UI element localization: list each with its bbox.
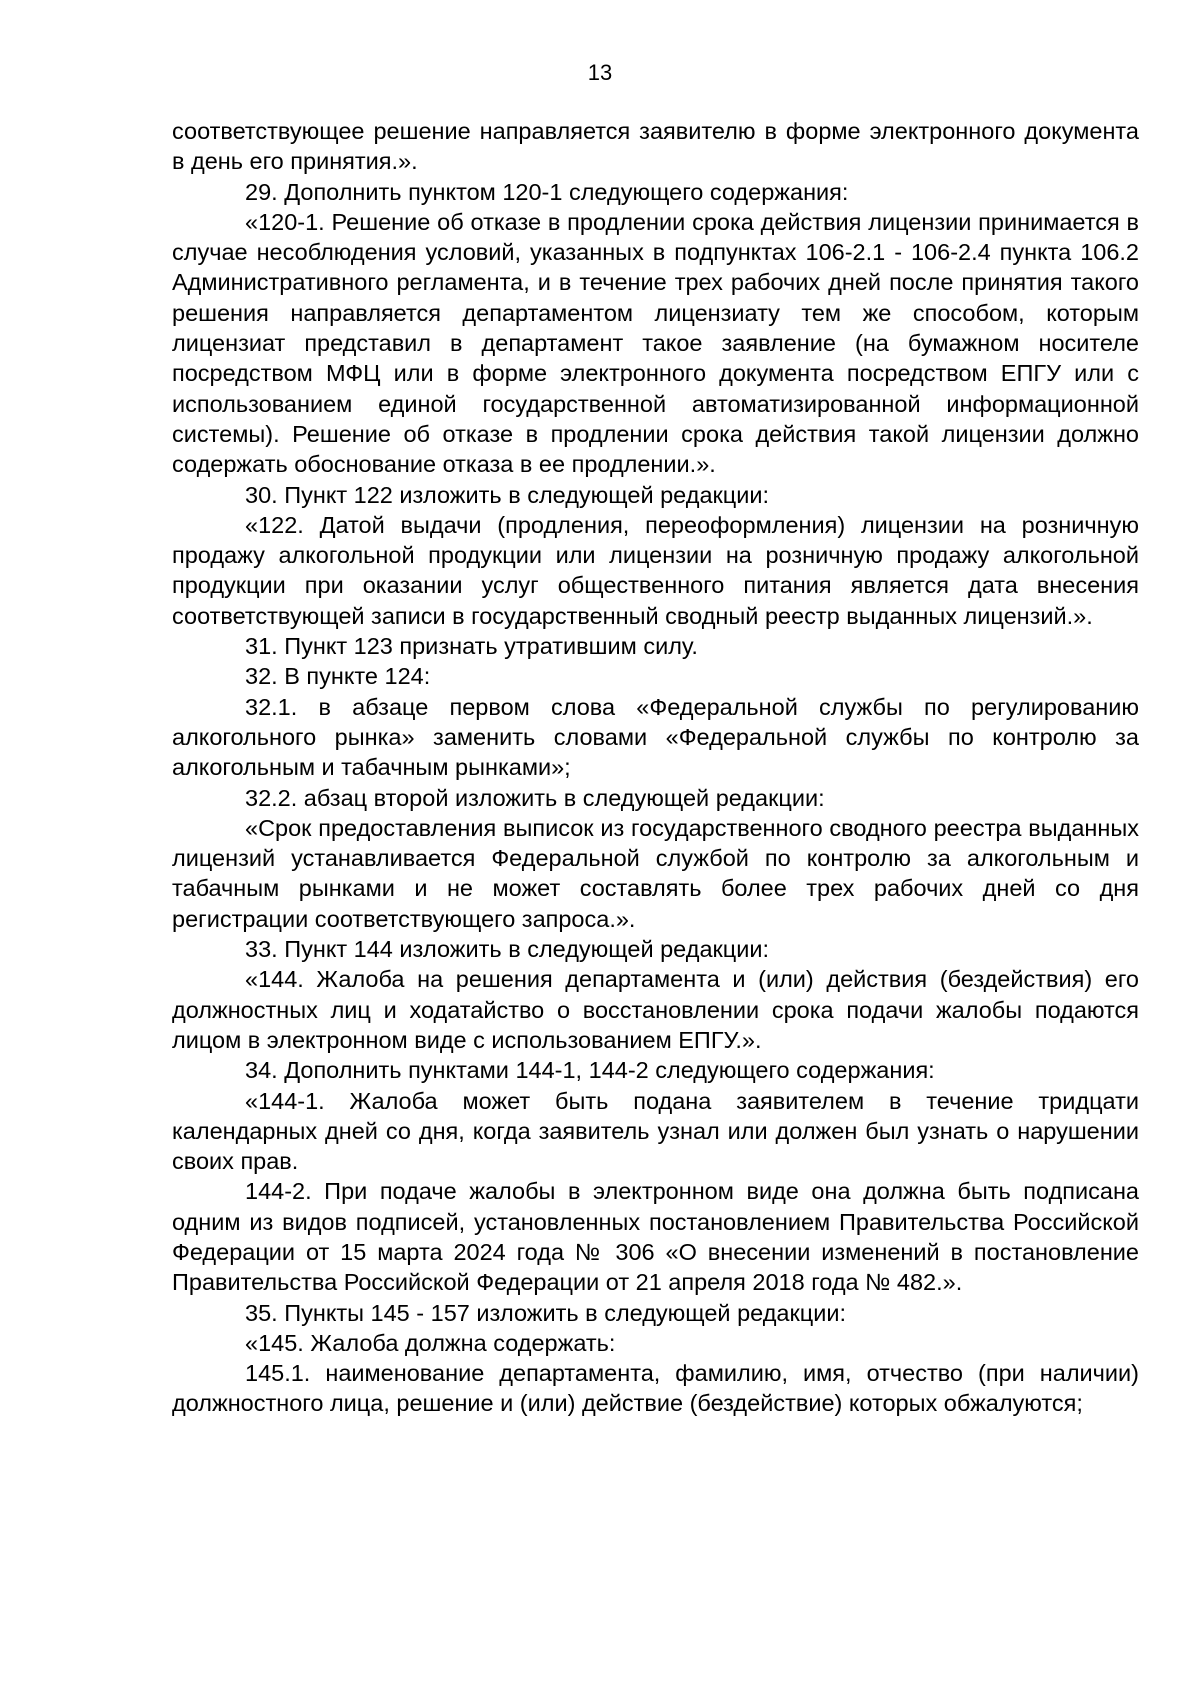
paragraph-item-31: 31. Пункт 123 признать утратившим силу. — [245, 633, 698, 660]
paragraph-item-29: 29. Дополнить пунктом 120-1 следующего содержания: — [245, 178, 849, 205]
paragraph-clause-144-1: «144-1. Жалоба может быть подана заявителем в течение тридцати календарных дней со дня, когда заявитель узнал или должен был узнать о нарушении своих прав. — [172, 1087, 1139, 1175]
paragraph-clause-120-1: «120-1. Решение об отказе в продлении срока действия лицензии принимается в случае несоблюдения условий, указанных в подпунктах 106-2.1 - 106-2.4 пункта 106.2 Административного регламента, и в течение трех рабочих дней после принятия такого решения направляется департаментом лицензиату тем же способом, которым лицензиат представил в департамент такое заявление (на бумажном носителе посредством МФЦ или в форме электронного документа посредством ЕПГУ или с использованием единой государственной автоматизированной информационной системы). Решение об отказе в продлении срока действия такой лицензии должно содержать обоснование отказа в ее продлении.». — [172, 208, 1139, 478]
paragraph-item-34: 34. Дополнить пунктами 144-1, 144-2 следующего содержания: — [245, 1057, 935, 1084]
paragraph-continuation: соответствующее решение направляется заявителю в форме электронного документа в день его принятия.». — [172, 118, 1139, 175]
paragraph-clause-145-1: 145.1. наименование департамента, фамилию, имя, отчество (при наличии) должностного лица, решение и (или) действие (бездействие) которых обжалуются; — [172, 1360, 1139, 1417]
paragraph-clause-145: «145. Жалоба должна содержать: — [245, 1329, 616, 1356]
paragraph-item-33: 33. Пункт 144 изложить в следующей редакции: — [245, 936, 770, 963]
paragraph-clause-144: «144. Жалоба на решения департамента и (или) действия (бездействия) его должностных лиц и ходатайство о восстановлении срока подачи жалобы подаются лицом в электронном виде с использованием ЕПГУ.». — [172, 966, 1139, 1053]
paragraph-clause-122: «122. Датой выдачи (продления, переоформления) лицензии на розничную продажу алкогольной продукции или лицензии на розничную продажу алкогольной продукции при оказании услуг общественного питания является дата внесения соответствующей записи в государственный сводный реестр выданных лицензий.». — [172, 511, 1139, 629]
paragraph-item-32: 32. В пункте 124: — [245, 663, 431, 690]
page-number: 13 — [587, 60, 613, 85]
paragraph-quote-extract-term: «Срок предоставления выписок из государственного сводного реестра выданных лицензий устанавливается Федеральной службой по контролю за алкогольным и табачным рынками и не может составлять более трех рабочих дней со дня регистрации соответствующего запроса.». — [172, 814, 1139, 932]
paragraph-clause-144-2: 144-2. При подаче жалобы в электронном виде она должна быть подписана одним из видов подписей, установленных постановлением Правительства Российской Федерации от 15 марта 2024 года № 306 «О внесении изменений в постановление Правительства Российской Федерации от 21 апреля 2018 года № 482.». — [172, 1178, 1139, 1296]
paragraph-item-30: 30. Пункт 122 изложить в следующей редакции: — [245, 481, 770, 508]
paragraph-item-35: 35. Пункты 145 - 157 изложить в следующей редакции: — [245, 1299, 847, 1326]
paragraph-item-32-2: 32.2. абзац второй изложить в следующей редакции: — [245, 784, 825, 811]
paragraph-item-32-1: 32.1. в абзаце первом слова «Федеральной службы по регулированию алкогольного рынка» заменить словами «Федеральной службы по контролю за алкогольным и табачным рынками»; — [172, 693, 1139, 781]
document-body — [172, 116, 1139, 1419]
